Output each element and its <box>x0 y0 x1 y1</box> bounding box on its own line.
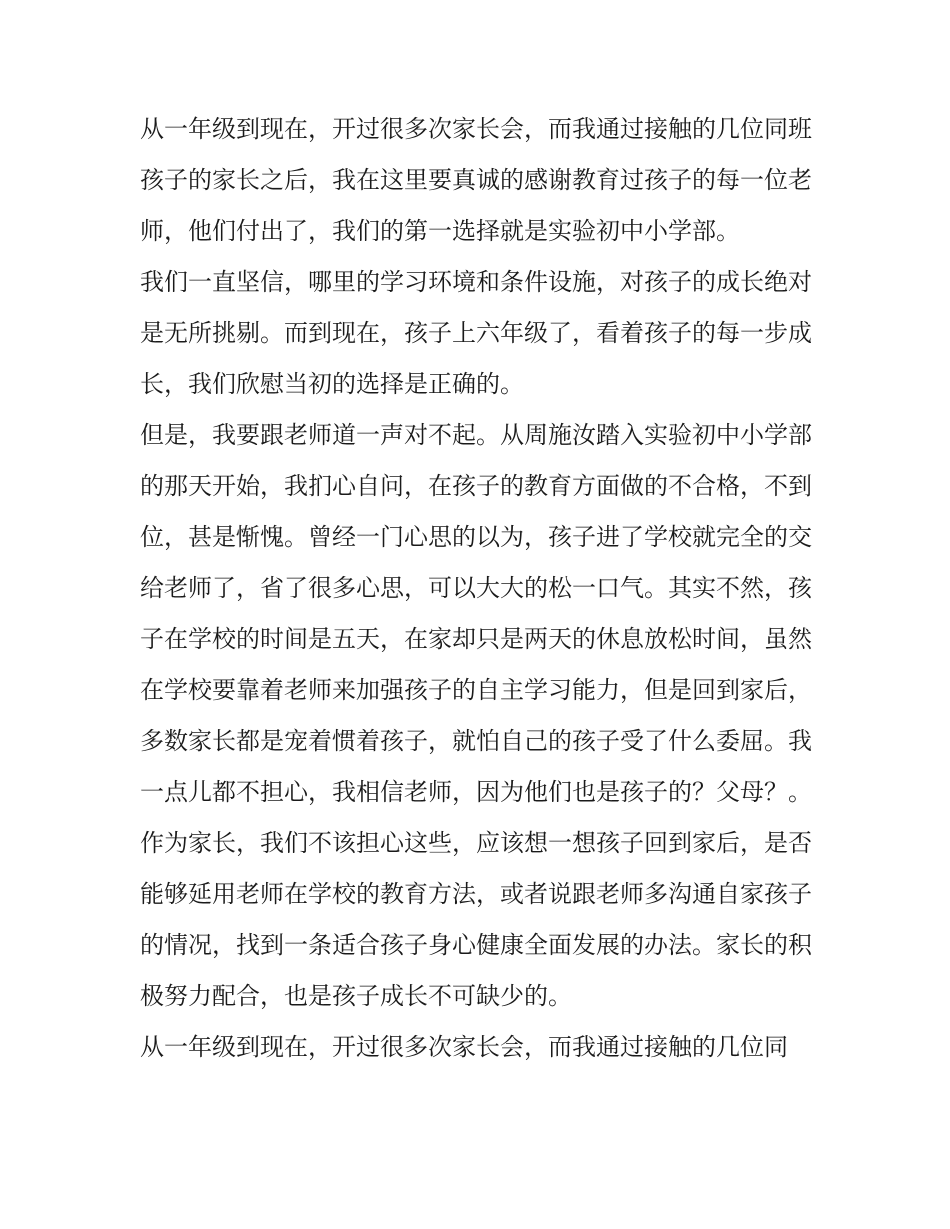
paragraph-2: 我们一直坚信，哪里的学习环境和条件设施，对孩子的成长绝对是无所挑剔。而到现在，孩子上六年级了，看着孩子的每一步成长，我们欣慰当初的选择是正确的。 <box>140 268 812 398</box>
paragraph-4: 作为家长，我们不该担心这些，应该想一想孩子回到家后，是否能够延用老师在学校的教育方法，或者说跟老师多沟通自家孩子的情况，找到一条适合孩子身心健康全面发展的办法。家长的积极努力配合，也是孩子成长不可缺少的。 <box>140 829 812 1010</box>
paragraph-1: 从一年级到现在，开过很多次家长会，而我通过接触的几位同班孩子的家长之后，我在这里要真诚的感谢教育过孩子的每一位老师，他们付出了，我们的第一选择就是实验初中小学部。 <box>140 115 812 245</box>
paragraph-5: 从一年级到现在，开过很多次家长会，而我通过接触的几位同 <box>140 1033 788 1061</box>
paragraph-3: 但是，我要跟老师道一声对不起。从周施汝踏入实验初中小学部的那天开始，我扪心自问，在孩子的教育方面做的不合格，不到位，甚是惭愧。曾经一门心思的以为，孩子进了学校就完全的交给老师了，省了很多心思，可以大大的松一口气。其实不然，孩子在学校的时间是五天，在家却只是两天的休息放松时间，虽然在学校要靠着老师来加强孩子的自主学习能力，但是回到家后，多数家长都是宠着惯着孩子，就怕自己的孩子受了什么委屈。我一点儿都不担心，我相信老师，因为他们也是孩子的？父母？。 <box>140 421 812 806</box>
document-body <box>140 104 812 1073</box>
